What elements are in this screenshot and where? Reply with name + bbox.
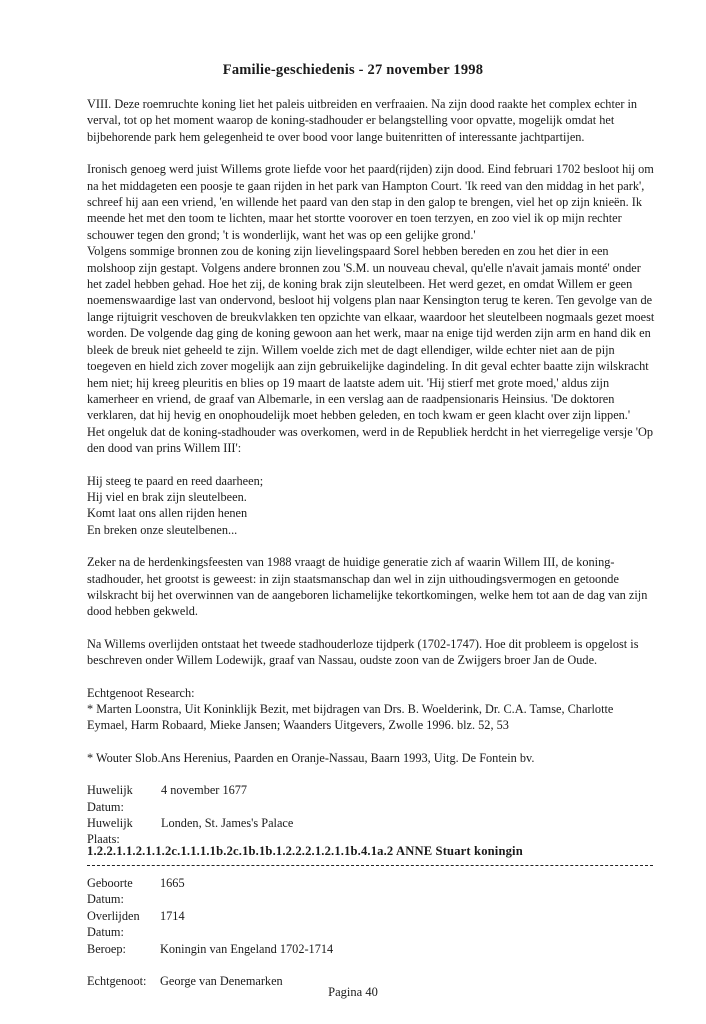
marriage-place-label: Huwelijk Plaats: [87,816,133,847]
birth-row [87,875,655,908]
person-heading: 1.2.2.1.1.2.1.1.2c.1.1.1.1b.2c.1b.1b.1.2.2.2.1.2.1.1b.4.1a.2 ANNE Stuart koningin [87,844,523,858]
occupation-label: Beroep: [87,941,126,956]
occupation-row [87,941,655,957]
research-reference-1: * Marten Loonstra, Uit Koninklijk Bezit, met bijdragen van Drs. B. Woelderink, Dr. C.A. Tamse, Charlotte Eymael, Harm Robaard, Mieke Jansen; Waanders Uitgevers, Zwolle 1996. blz. 52, 53 [87,702,614,733]
paragraph-5: Zeker na de herdenkingsfeesten van 1988 vraagt de huidige generatie zich af waarin Willem III, de koning-stadhouder, het grootst is geweest: in zijn staatsmanschap dan wel in zijn uithoudingsvermogen en getoonde wilskracht bij het overwinnen van de aangeboren lichamelijke tekortkomingen, welke hem tot aan de dag van zijn dood hebben gekweld. [87,555,648,619]
spouse-value: George van Denemarken [160,974,283,989]
poem [87,473,655,539]
research-reference-2: * Wouter Slob.Ans Herenius, Paarden en Oranje-Nassau, Baarn 1993, Uitg. De Fontein bv. [87,750,535,765]
page-number: Pagina 40 [328,985,378,999]
research-heading: Echtgenoot Research: [87,685,195,700]
occupation-value: Koningin van Engeland 1702-1714 [160,941,334,956]
spouse-label: Echtgenoot: [87,974,147,989]
dashed-divider [87,865,653,866]
poem-line: Komt laat ons allen rijden henen [87,506,248,521]
marriage-date-row [87,782,655,815]
poem-line: Hij viel en brak zijn sleutelbeen. [87,489,247,504]
document-body [87,96,655,848]
marriage-date-value: 4 november 1677 [161,783,248,798]
birth-value: 1665 [160,876,185,890]
birth-label: Geboorte Datum: [87,876,133,907]
paragraph-6: Na Willems overlijden ontstaat het tweede stadhouderloze tijdperk (1702-1747). Hoe dit probleem is opgelost is beschreven onder Willem Lodewijk, graaf van Nassau, oudste zoon van de Zwijgers broer Jan de Oude. [87,636,639,668]
death-value: 1714 [160,908,185,923]
marriage-place-value: Londen, St. James's Palace [161,816,294,831]
poem-line: Hij steeg te paard en reed daarheen; [87,473,264,488]
page-header: Familie-geschiedenis - 27 november 1998 [222,62,484,78]
death-row [87,908,655,941]
marriage-date-label: Huwelijk Datum: [87,783,133,814]
paragraph-2: Ironisch genoeg werd juist Willems grote liefde voor het paard(rijden) zijn dood. Eind februari 1702 besloot hij om na het middageten een poosje te gaan rijden in het park van Hampton Court. 'Ik reed van den middag in het park', schreef hij aan een vriend, 'en willende het paard van den stap in den galop te brengen, viel het op zijn knieën. Ik meende het met den toom te lichten, maar het stortte voorover en toen terzyen, en zoo viel ik op mijn rechter schouwer tegen den grond; 't is wonderlijk, want het was op een gelijke grond.' [87,162,654,242]
person-details [87,875,655,989]
poem-line: En breken onze sleutelbenen... [87,522,238,537]
paragraph-1: VIII. Deze roemruchte koning liet het paleis uitbreiden en verfraaien. Na zijn dood raakte het complex echter in verval, tot op het moment waarop de koning-stadhouder er belangstelling voor opvatte, mogelijk omdat het bijbehorende park hem gelegenheid te over bood voor lange buitenritten of interessante jachtpartijen. [87,97,638,144]
paragraph-4: Het ongeluk dat de koning-stadhouder was overkomen, werd in de Republiek herdcht in het vierregelige versje 'Op den dood van prins Willem III': [87,424,653,456]
marriage-place-row [87,815,655,848]
paragraph-3: Volgens sommige bronnen zou de koning zijn lievelingspaard Sorel hebben bereden en zou het dier in een molshoop zijn gestapt. Volgens andere bronnen zou 'S.M. un nouveau cheval, qu'elle n'avait jamais monté' onder het zadel hebben gehad. Hoe het zij, de koning brak zijn sleutelbeen. Het werd gezet, en omdat Willem er geen noemenswaardige last van ondervond, besloot hij volgens plan naar Kensington terug te keren. Ten gevolge van de lange rijtuigrit veschoven de breukvlakken ten opzichte van elkaar, waardoor het sleutelbeen nogmaals gezet moest worden. De volgende dag ging de koning gewoon aan het werk, maar na enige tijd werden zijn arm en hand dik en bleek de breuk niet geheeld te zijn. Willem voelde zich met de dagt ellendiger, wilde echter niet aan de pijn toegeven en hield zich zover mogelijk aan zijn gebruikelijke dagindeling. In dit geval echter baatte zijn wilskracht hem niet; hij kreeg pleuritis en blies op 19 maart de laatste adem uit. 'Hij stierf met grote moed,' aldus zijn kamerheer en vriend, de graaf van Albemarle, in een verslag aan de raadpensionaris Heinsius. 'De doktoren verklaren, dat hij hevig en onophoudelijk moet hebben geleden, en toch kwam er geen klacht over zijn lippen.' [87,244,655,423]
death-label: Overlijden Datum: [87,908,140,940]
